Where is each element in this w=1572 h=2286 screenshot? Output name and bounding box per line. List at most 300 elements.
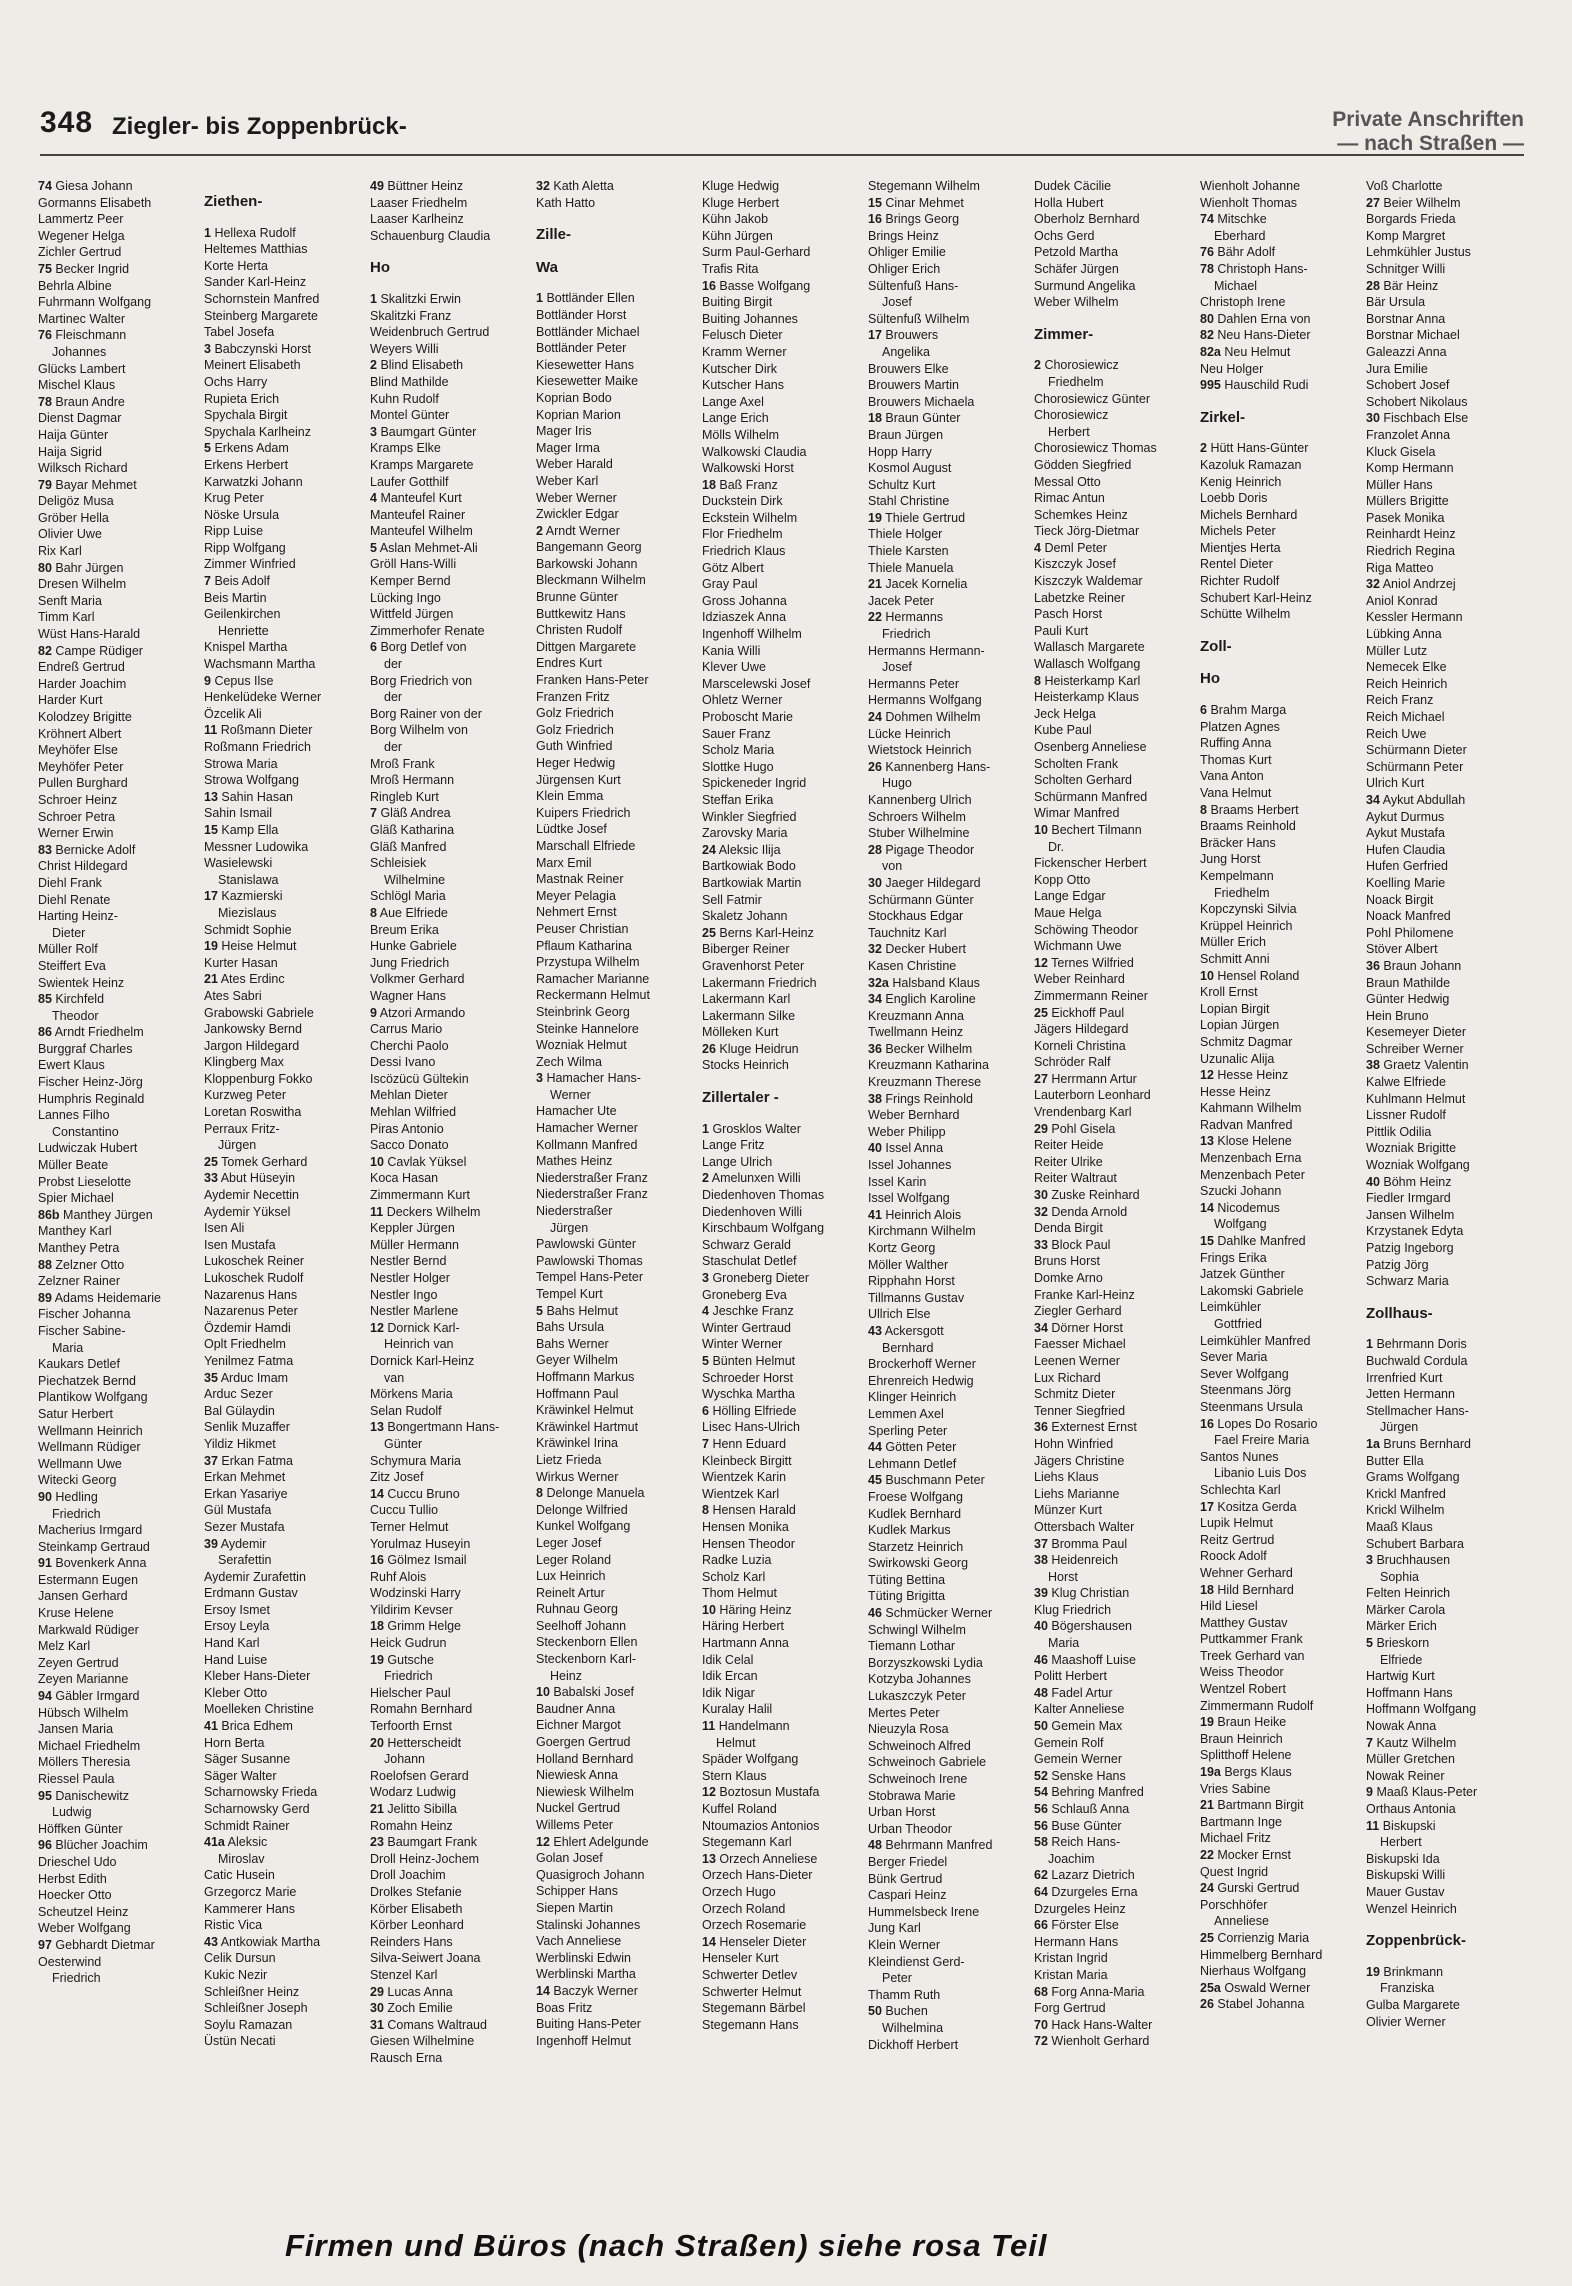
resident-name: Franken Hans-Peter	[536, 673, 649, 688]
resident-entry	[370, 2017, 536, 2034]
resident-name: Kräwinkel Helmut	[536, 1403, 634, 1418]
resident-entry	[370, 1453, 536, 1470]
resident-entry	[1366, 975, 1532, 992]
house-number: 17	[204, 889, 218, 904]
resident-entry	[204, 739, 370, 756]
resident-entry	[1200, 951, 1366, 968]
resident-entry	[702, 1751, 868, 1768]
resident-name: Bayar Mehmet	[55, 477, 137, 492]
resident-entry	[1366, 809, 1532, 826]
resident-name: Kruse Helene	[38, 1606, 114, 1621]
resident-name: Forg Anna-Maria	[1051, 1984, 1145, 1999]
section-title-line2: — nach Straßen —	[1337, 132, 1524, 155]
resident-name: Ternes Wilfried	[1051, 955, 1134, 970]
resident-entry	[536, 1137, 702, 1154]
house-number: 2	[370, 358, 377, 373]
house-number: 25	[204, 1154, 218, 1169]
resident-entry	[1200, 1299, 1366, 1316]
resident-name: Maashoff Luise	[1051, 1652, 1136, 1667]
resident-name: von	[882, 859, 903, 874]
house-number: 15	[204, 822, 218, 837]
resident-name: Wilksch Richard	[38, 461, 128, 476]
resident-name: Ehrenreich Hedwig	[868, 1373, 974, 1388]
resident-entry	[1200, 1051, 1366, 1068]
resident-name: Urban Theodor	[868, 1821, 952, 1836]
resident-name: Pawlowski Günter	[536, 1237, 637, 1252]
resident-name: Horst	[1048, 1569, 1078, 1584]
resident-name: Nowak Reiner	[1366, 1768, 1445, 1783]
resident-entry	[702, 1685, 868, 1702]
resident-name: Aykut Abdullah	[1382, 792, 1466, 807]
resident-entry	[702, 1303, 868, 1320]
resident-name: Lücking Ingo	[370, 590, 441, 605]
house-number: 33	[204, 1171, 218, 1186]
resident-name: Steinbrink Georg	[536, 1004, 630, 1019]
resident-name: Fuhrmann Wolfgang	[38, 295, 152, 310]
house-number: 38	[868, 1091, 882, 1106]
resident-entry	[702, 228, 868, 245]
resident-entry	[868, 195, 1034, 212]
resident-name: Baczyk Werner	[553, 1983, 638, 1998]
resident-name: Rix Karl	[38, 544, 82, 559]
resident-entry	[370, 440, 536, 457]
resident-entry	[370, 623, 536, 640]
resident-name: Kudlek Markus	[868, 1523, 951, 1538]
resident-name: Lux Richard	[1034, 1370, 1101, 1385]
resident-name: Christoph Hans-	[1217, 261, 1308, 276]
resident-entry	[370, 1602, 536, 1619]
house-number: 4	[702, 1304, 709, 1319]
resident-entry	[204, 1934, 370, 1951]
resident-entry	[204, 656, 370, 673]
resident-name: Stahl Christine	[868, 494, 950, 509]
resident-entry	[702, 626, 868, 643]
resident-entry	[204, 1005, 370, 1022]
resident-name: Weber Wolfgang	[38, 1921, 131, 1936]
resident-name: Kesemeyer Dieter	[1366, 1025, 1467, 1040]
resident-entry	[1034, 523, 1200, 540]
resident-entry	[1366, 1223, 1532, 1240]
resident-entry	[1200, 344, 1366, 361]
resident-name: Kannenberg Ulrich	[868, 792, 972, 807]
resident-name: Jacek Kornelia	[885, 577, 968, 592]
resident-entry	[1200, 195, 1366, 212]
resident-entry	[1034, 391, 1200, 408]
resident-name: Carrus Mario	[370, 1022, 443, 1037]
resident-name: Erkens Adam	[214, 441, 289, 456]
resident-entry	[536, 1120, 702, 1137]
resident-name: Giesa Johann	[55, 179, 133, 193]
resident-name: Skalitzki Erwin	[380, 291, 462, 306]
resident-entry	[868, 1821, 1034, 1838]
house-number: 78	[1200, 261, 1214, 276]
resident-name: Plantikow Wolfgang	[38, 1390, 148, 1405]
resident-entry	[38, 477, 204, 494]
resident-entry	[370, 1303, 536, 1320]
resident-entry	[702, 1253, 868, 1270]
resident-name: Matthey Gustav	[1200, 1615, 1288, 1630]
resident-entry	[1366, 1602, 1532, 1619]
resident-name: Kluge Herbert	[702, 195, 780, 210]
resident-entry	[1034, 1170, 1200, 1187]
resident-entry	[370, 789, 536, 806]
resident-entry	[1200, 244, 1366, 261]
resident-name: Schlauß Anna	[1051, 1802, 1130, 1816]
resident-entry	[702, 427, 868, 444]
resident-entry	[204, 274, 370, 291]
resident-entry	[204, 1950, 370, 1967]
resident-name: Bartmann Inge	[1200, 1814, 1282, 1829]
resident-entry	[1034, 855, 1200, 872]
resident-entry	[38, 1273, 204, 1290]
resident-entry	[1366, 991, 1532, 1008]
house-number: 18	[1200, 1582, 1214, 1597]
resident-name: Kosmol August	[868, 461, 952, 476]
resident-entry	[702, 1602, 868, 1619]
resident-entry	[536, 954, 702, 971]
resident-entry	[868, 1721, 1034, 1738]
resident-name: Aue Elfriede	[379, 905, 448, 920]
resident-name: Orthaus Antonia	[1366, 1802, 1456, 1816]
resident-name: Grabowski Gabriele	[204, 1005, 314, 1020]
house-number: 41	[868, 1207, 882, 1222]
resident-entry	[1034, 1801, 1200, 1818]
resident-entry	[370, 2050, 536, 2067]
resident-entry	[38, 742, 204, 759]
resident-name: Steenmans Jörg	[1200, 1383, 1292, 1398]
resident-name: Bottländer Peter	[536, 341, 627, 356]
resident-entry	[1034, 689, 1200, 706]
header-rule	[40, 154, 1524, 156]
resident-entry	[702, 1336, 868, 1353]
resident-name: Hohn Winfried	[1034, 1436, 1114, 1451]
house-number: 10	[1200, 968, 1214, 983]
resident-entry	[370, 1287, 536, 1304]
resident-name: Mroß Hermann	[370, 773, 455, 788]
resident-name: Werner Erwin	[38, 826, 114, 841]
resident-entry	[370, 1984, 536, 2001]
resident-entry	[868, 659, 1034, 676]
resident-name: Heidenreich	[1051, 1553, 1119, 1568]
house-number: 1	[1366, 1337, 1373, 1352]
resident-entry	[702, 1818, 868, 1835]
resident-entry	[1366, 510, 1532, 527]
resident-entry	[536, 1834, 702, 1851]
resident-name: Braun Andre	[55, 394, 125, 409]
resident-entry	[702, 1419, 868, 1436]
resident-name: Tauchnitz Karl	[868, 925, 947, 940]
resident-name: Petzold Martha	[1034, 245, 1119, 260]
resident-name: Lopian Birgit	[1200, 1001, 1270, 1016]
resident-entry	[1366, 1652, 1532, 1669]
resident-name: Märker Carola	[1366, 1602, 1446, 1617]
resident-name: Oberholz Bernhard	[1034, 212, 1140, 227]
resident-name: Buchen	[885, 2004, 928, 2019]
resident-name: Kalter Anneliese	[1034, 1702, 1125, 1717]
resident-name: Krickl Manfred	[1366, 1486, 1446, 1501]
house-number: 7	[702, 1436, 709, 1451]
resident-entry	[536, 705, 702, 722]
resident-name: Scholten Gerhard	[1034, 773, 1132, 788]
resident-name: Brings Heinz	[868, 228, 939, 243]
resident-entry	[1366, 228, 1532, 245]
resident-name: Macherius Irmgard	[38, 1523, 143, 1538]
directory-column	[1200, 178, 1366, 2158]
resident-name: Stenzel Karl	[370, 1967, 438, 1982]
resident-entry	[1366, 875, 1532, 892]
resident-entry	[1200, 1714, 1366, 1731]
resident-entry	[1034, 1884, 1200, 1901]
resident-name: Klose Helene	[1217, 1134, 1292, 1149]
resident-entry	[38, 327, 204, 344]
resident-name: Leimkühler	[1200, 1300, 1262, 1315]
resident-name: Blücher Joachim	[55, 1838, 148, 1853]
resident-entry	[38, 1389, 204, 1406]
resident-entry	[1034, 1867, 1200, 1884]
resident-name: Maria	[52, 1340, 84, 1355]
resident-name: Campe Rüdiger	[55, 643, 143, 658]
resident-name: Kaukars Detlef	[38, 1357, 120, 1372]
house-number: 90	[38, 1489, 52, 1504]
house-number: 36	[1034, 1420, 1048, 1435]
resident-name: Hartmann Anna	[702, 1636, 789, 1651]
resident-entry	[370, 2000, 536, 2017]
house-number: 19	[1200, 1715, 1214, 1730]
resident-entry	[370, 1685, 536, 1702]
resident-entry	[536, 1668, 702, 1685]
house-number: 6	[370, 640, 377, 655]
resident-entry	[1034, 1237, 1200, 1254]
resident-entry	[1200, 556, 1366, 573]
resident-entry	[1200, 1930, 1366, 1947]
resident-name: Fischer Sabine-	[38, 1323, 126, 1338]
resident-name: Schütte Wilhelm	[1200, 607, 1291, 622]
resident-name: Zelzner Rainer	[38, 1274, 120, 1289]
resident-entry	[1366, 1336, 1532, 1353]
resident-entry	[1034, 1635, 1200, 1652]
resident-entry	[868, 875, 1034, 892]
resident-entry	[38, 444, 204, 461]
resident-name: Nuckel Gertrud	[536, 1801, 621, 1816]
resident-entry	[38, 195, 204, 212]
house-number: 16	[868, 212, 882, 227]
resident-name: Wimar Manfred	[1034, 806, 1120, 821]
resident-name: Domke Arno	[1034, 1271, 1103, 1285]
resident-entry	[1034, 1569, 1200, 1586]
resident-name: Surmund Angelika	[1034, 278, 1136, 293]
resident-entry	[868, 1091, 1034, 1108]
resident-name: Glücks Lambert	[38, 361, 126, 376]
resident-entry	[702, 676, 868, 693]
resident-entry	[38, 1240, 204, 1257]
house-number: 31	[370, 2017, 384, 2032]
resident-name: Ullrich Else	[868, 1307, 931, 1322]
resident-entry	[38, 261, 204, 278]
resident-entry	[1366, 410, 1532, 427]
resident-name: Stellmacher Hans-	[1366, 1403, 1469, 1418]
resident-entry	[204, 1287, 370, 1304]
resident-name: Dörner Horst	[1051, 1320, 1123, 1335]
resident-entry	[702, 1735, 868, 1752]
resident-entry	[536, 456, 702, 473]
resident-name: Dzurgeles Erna	[1051, 1884, 1138, 1899]
resident-entry	[702, 1008, 868, 1025]
resident-name: Lehmkühler Justus	[1366, 245, 1471, 260]
resident-entry	[536, 373, 702, 390]
resident-entry	[1034, 1204, 1200, 1221]
resident-name: Staschulat Detlef	[702, 1254, 797, 1269]
resident-name: Trafis Rita	[702, 261, 759, 276]
house-number: 25a	[1200, 1980, 1221, 1995]
resident-name: Decker Hubert	[885, 942, 966, 957]
house-number: 97	[38, 1937, 52, 1952]
resident-name: Kiszczyk Josef	[1034, 557, 1116, 572]
resident-entry	[38, 626, 204, 643]
resident-name: Säger Walter	[204, 1768, 277, 1783]
resident-entry	[1034, 1834, 1200, 1851]
resident-name: Harting Heinz-	[38, 909, 118, 924]
resident-entry	[370, 855, 536, 872]
resident-name: Späder Wolfgang	[702, 1752, 799, 1767]
resident-entry	[536, 1518, 702, 1535]
house-number: 26	[868, 759, 882, 774]
resident-name: Wachsmann Martha	[204, 657, 316, 672]
resident-entry	[1200, 311, 1366, 328]
resident-entry	[370, 1917, 536, 1934]
resident-name: Reinelt Artur	[536, 1585, 605, 1600]
resident-entry	[204, 1370, 370, 1387]
resident-entry	[1034, 228, 1200, 245]
house-number: 9	[1366, 1785, 1373, 1800]
resident-entry	[204, 1336, 370, 1353]
resident-name: Stern Klaus	[702, 1768, 767, 1783]
resident-entry	[38, 958, 204, 975]
resident-name: Hübsch Wilhelm	[38, 1705, 129, 1720]
resident-name: Abut Hüseyin	[220, 1171, 296, 1186]
resident-name: Scholz Karl	[702, 1569, 766, 1584]
resident-name: Fiedler Irmgard	[1366, 1191, 1451, 1206]
resident-entry	[702, 1834, 868, 1851]
resident-entry	[1034, 490, 1200, 507]
resident-entry	[868, 1771, 1034, 1788]
resident-entry	[536, 1336, 702, 1353]
resident-entry	[370, 1934, 536, 1951]
resident-entry	[38, 344, 204, 361]
house-number: 41a	[204, 1835, 225, 1850]
resident-entry	[536, 1070, 702, 1087]
house-number: 5	[536, 1303, 543, 1318]
resident-entry	[38, 1970, 204, 1987]
resident-entry	[1366, 742, 1532, 759]
resident-entry	[536, 1236, 702, 1253]
house-number: 34	[868, 992, 882, 1007]
resident-name: Reich Hans-	[1051, 1835, 1121, 1850]
resident-name: van	[384, 1370, 405, 1385]
house-number: 6	[702, 1403, 709, 1418]
resident-entry	[868, 809, 1034, 826]
directory-column	[536, 178, 702, 2158]
resident-name: Radvan Manfred	[1200, 1117, 1293, 1132]
resident-name: Giesen Wilhelmine	[370, 2034, 475, 2049]
resident-entry	[1366, 327, 1532, 344]
resident-name: Gröll Hans-Willi	[370, 557, 457, 572]
resident-name: Schornstein Manfred	[204, 291, 320, 306]
resident-name: Laaser Karlheinz	[370, 212, 464, 227]
resident-entry	[1200, 1482, 1366, 1499]
house-number: 95	[38, 1788, 52, 1803]
resident-name: Reich Uwe	[1366, 726, 1427, 741]
resident-name: Riessel Paula	[38, 1772, 115, 1786]
resident-name: Humphris Reginald	[38, 1091, 145, 1106]
resident-name: Nazarenus Hans	[204, 1287, 298, 1302]
resident-name: Silva-Seiwert Joana	[370, 1951, 481, 1966]
resident-entry	[204, 1735, 370, 1752]
resident-entry	[1200, 1947, 1366, 1964]
street-heading: Zirkel-	[1200, 408, 1246, 426]
resident-name: Ludwig	[52, 1805, 92, 1820]
resident-name: Schlechta Karl	[1200, 1482, 1281, 1497]
resident-entry	[38, 1107, 204, 1124]
resident-entry	[1200, 1216, 1366, 1233]
resident-name: Tempel Hans-Peter	[536, 1270, 643, 1285]
resident-entry	[370, 1370, 536, 1387]
resident-name: Behrmann Doris	[1376, 1337, 1467, 1352]
resident-entry	[204, 905, 370, 922]
street-heading: Ho	[1200, 670, 1220, 688]
resident-entry	[1366, 493, 1532, 510]
resident-entry	[868, 1273, 1034, 1290]
resident-name: Piechatzek Bernd	[38, 1373, 136, 1388]
resident-name: Ackersgott	[884, 1323, 944, 1338]
resident-name: Niederstraßer Franz	[536, 1170, 648, 1185]
resident-name: Fischer Johanna	[38, 1307, 131, 1322]
resident-entry	[868, 759, 1034, 776]
resident-entry	[536, 1618, 702, 1635]
resident-entry	[1366, 576, 1532, 593]
resident-entry	[868, 1356, 1034, 1373]
resident-entry	[1034, 2017, 1200, 2034]
resident-name: Eickhoff Paul	[1051, 1005, 1125, 1020]
resident-name: Borstnar Michael	[1366, 328, 1460, 343]
resident-entry	[38, 991, 204, 1008]
resident-entry	[370, 1701, 536, 1718]
resident-entry	[1366, 1718, 1532, 1735]
resident-name: Harder Joachim	[38, 676, 127, 691]
resident-name: Schröder Ralf	[1034, 1055, 1111, 1070]
resident-name: Hauschild Rudi	[1224, 378, 1309, 393]
house-number: 32	[536, 179, 550, 193]
resident-entry	[536, 821, 702, 838]
resident-entry	[204, 888, 370, 905]
resident-name: Meinert Elisabeth	[204, 358, 301, 373]
resident-name: Gross Johanna	[702, 593, 787, 608]
resident-entry	[1200, 1847, 1366, 1864]
resident-entry	[1200, 1880, 1366, 1897]
resident-entry	[1034, 1436, 1200, 1453]
resident-name: Kempelmann	[1200, 868, 1274, 883]
house-number: 3	[370, 424, 377, 439]
resident-entry	[370, 1784, 536, 1801]
resident-entry	[204, 805, 370, 822]
resident-name: Borg Wilhelm von	[370, 723, 468, 738]
house-number: 29	[1034, 1121, 1048, 1136]
resident-entry	[1366, 1635, 1532, 1652]
resident-entry	[1034, 1618, 1200, 1635]
resident-name: Chorosiewicz	[1044, 358, 1119, 373]
resident-entry	[1366, 1453, 1532, 1470]
resident-entry	[1366, 643, 1532, 660]
resident-name: Kirchfeld	[55, 992, 105, 1007]
